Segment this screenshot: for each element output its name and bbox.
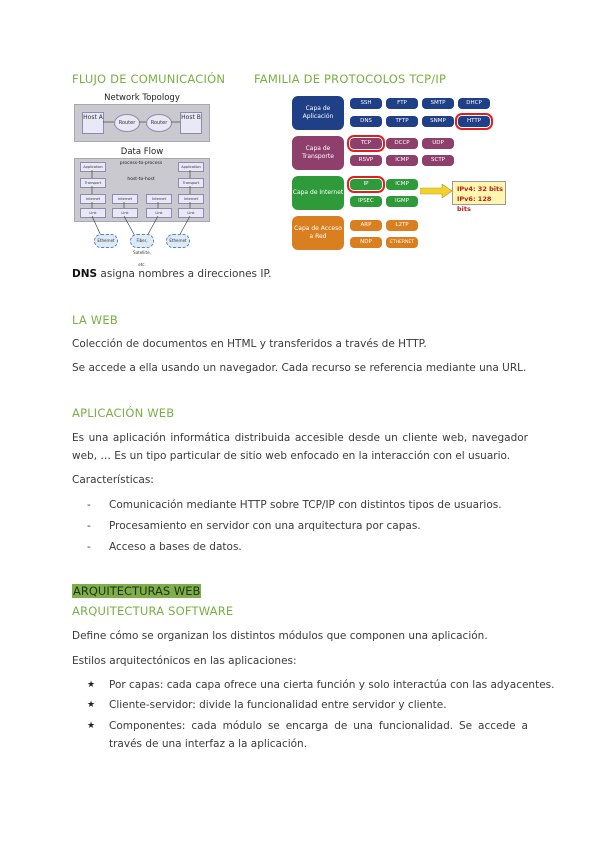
layer-acceso-red: Capa de Acceso a Red — [292, 216, 344, 250]
la-web-p1: Colección de documentos en HTML y transferidos a través de HTTP. — [72, 338, 427, 350]
proto-ethernet: ETHERNET — [386, 237, 418, 248]
proto-ssh: SSH — [350, 98, 382, 109]
list-item: ★ Componentes: cada módulo se encarga de una funcionalidad. Se accede a través de una interfaz a la aplicación. — [109, 717, 528, 753]
ipv4-label: IPv4: 32 bits — [457, 185, 503, 193]
proto-http: HTTP — [458, 116, 490, 127]
router-1: Router — [114, 114, 140, 132]
data-flow-title: Data Flow — [120, 147, 164, 157]
arquitectura-p1: Define cómo se organizan los distintos módulos que componen una aplicación. — [72, 630, 488, 642]
data-flow-connectors — [74, 92, 210, 252]
proto-ndp: NDP — [350, 237, 382, 248]
proto-ipsec: IPSEC — [350, 196, 382, 207]
router-2: Router — [146, 114, 172, 132]
heading-arquitectura-software: ARQUITECTURA SOFTWARE — [72, 604, 234, 618]
application-left: Application — [80, 162, 106, 172]
link-3: Link — [146, 208, 172, 218]
la-web-p2: Se accede a ella usando un navegador. Cada recurso se referencia mediante una URL. — [72, 362, 527, 374]
proto-igmp: IGMP — [386, 196, 418, 207]
heading-arquitecturas-web-text: ARQUITECTURAS WEB — [73, 584, 201, 598]
network-figure — [74, 92, 210, 267]
layer-aplicacion: Capa de Aplicación — [292, 96, 344, 130]
link-2: Link — [112, 208, 138, 218]
proto-snmp: SNMP — [422, 116, 454, 127]
proto-dccp: DCCP — [386, 138, 418, 149]
host-b: Host B — [180, 112, 202, 134]
heading-familia: FAMILIA DE PROTOCOLOS TCP/IP — [254, 72, 447, 86]
proto-tcp: TCP — [350, 138, 382, 149]
proto-l2tp: L2TP — [386, 220, 418, 231]
internet-4: Internet — [178, 194, 204, 204]
list-item: - Procesamiento en servidor con una arquitectura por capas. — [109, 518, 421, 534]
internet-3: Internet — [146, 194, 172, 204]
transport-left: Transport — [80, 178, 106, 188]
dns-line — [72, 266, 528, 282]
heading-la-web: LA WEB — [72, 313, 118, 327]
proto-udp: UDP — [422, 138, 454, 149]
proto-ip: IP — [350, 179, 382, 190]
topology-title: Network Topology — [104, 93, 180, 103]
heading-aplicacion-web: APLICACIÓN WEB — [72, 406, 175, 420]
host-a: Host A — [82, 112, 104, 134]
link-1: Link — [80, 208, 106, 218]
transport-right: Transport — [178, 178, 204, 188]
aplicacion-web-p1: Es una aplicación informática distribuida accesible desde un cliente web, navegador web, … Es un tipo particular de sitio web enfocado en la interacción con el usuario. — [72, 432, 528, 462]
proto-rsvp: RSVP — [350, 155, 382, 166]
proto-sctp: SCTP — [422, 155, 454, 166]
ipv6-label: IPv6: 128 bits — [457, 195, 492, 213]
proto-ftp: FTP — [386, 98, 418, 109]
dns-bold: DNS — [72, 268, 98, 280]
proto-icmp-t: ICMP — [386, 155, 418, 166]
arrow-icon — [420, 184, 454, 198]
internet-2: Internet — [112, 194, 138, 204]
link-4: Link — [178, 208, 204, 218]
proto-dns: DNS — [350, 116, 382, 127]
proto-dhcp: DHCP — [458, 98, 490, 109]
dns-rest: asigna nombres a direcciones IP. — [97, 268, 272, 280]
list-item: - Comunicación mediante HTTP sobre TCP/IP con distintos tipos de usuarios. — [109, 497, 502, 513]
list-item: - Acceso a bases de datos. — [109, 539, 242, 555]
cloud-ethernet-2: Ethernet — [166, 234, 190, 248]
internet-1: Internet — [80, 194, 106, 204]
ipv-note — [452, 181, 506, 213]
caracteristicas-label: Características: — [72, 474, 154, 486]
proto-icmp-i: ICMP — [386, 179, 418, 190]
process-to-process-label: process-to-process — [119, 161, 163, 166]
arquitectura-p2: Estilos arquitectónicos en las aplicaciones: — [72, 655, 297, 667]
layer-internet: Capa de Internet — [292, 176, 344, 210]
cloud-fiber: Fiber, Satellite, etc. — [130, 234, 154, 248]
cloud-ethernet-1: Ethernet — [94, 234, 118, 248]
proto-smtp: SMTP — [422, 98, 454, 109]
proto-arp: ARP — [350, 220, 382, 231]
proto-tftp: TFTP — [386, 116, 418, 127]
list-item: ★ Por capas: cada capa ofrece una cierta función y solo interactúa con las adyacentes. — [109, 677, 554, 693]
heading-flujo: FLUJO DE COMUNICACIÓN — [72, 72, 226, 86]
list-item: ★ Cliente-servidor: divide la funcionalidad entre servidor y cliente. — [109, 697, 447, 713]
host-to-host-label: host-to-host — [127, 177, 155, 182]
layer-transporte: Capa de Transporte — [292, 136, 344, 170]
application-right: Application — [178, 162, 204, 172]
heading-arquitecturas-web — [72, 584, 201, 598]
